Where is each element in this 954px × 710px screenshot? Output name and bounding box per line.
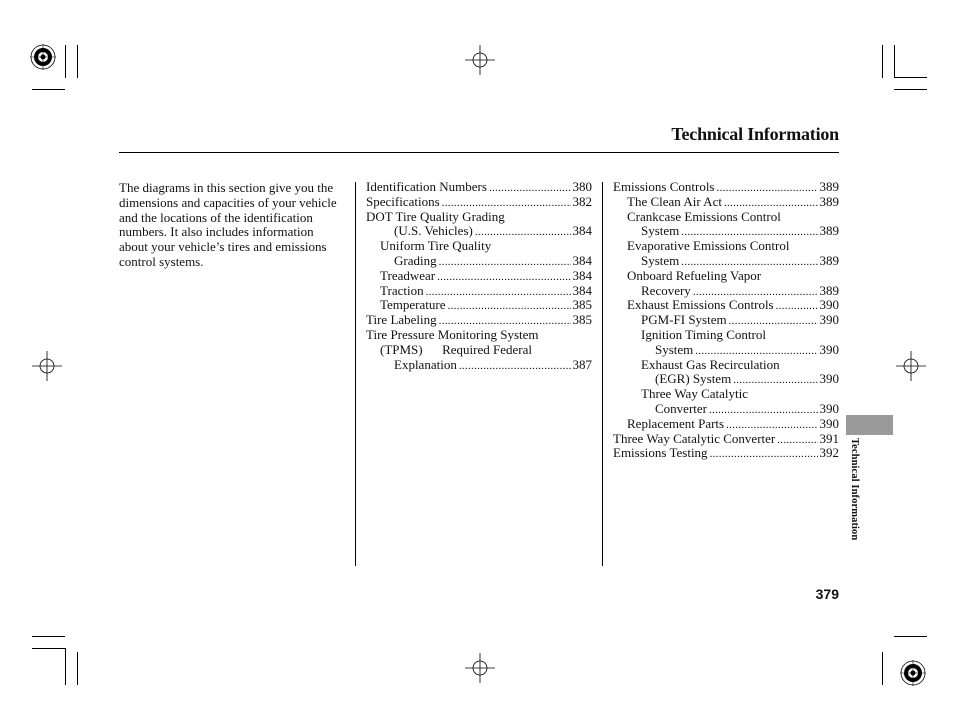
toc-entry[interactable]: [613, 195, 839, 210]
toc-dot-leader: [448, 298, 571, 314]
toc-entry-page: 387: [572, 356, 592, 372]
toc-entry[interactable]: [613, 432, 839, 447]
toc-entry[interactable]: Uniform Tire Quality: [380, 238, 492, 254]
toc-entry[interactable]: [613, 417, 839, 432]
toc-entry-page: 390: [819, 297, 839, 313]
toc-entry-page: 382: [572, 193, 592, 209]
toc-entry-page: 385: [572, 297, 592, 313]
toc-entry-title: Recovery: [641, 282, 691, 298]
toc-entry-page: 385: [572, 312, 592, 328]
registration-seal-icon: [900, 660, 926, 686]
toc-entry[interactable]: [366, 254, 592, 269]
toc-entry[interactable]: [613, 298, 839, 313]
toc-entry-page: 389: [819, 223, 839, 239]
toc-entry-page: 389: [819, 179, 839, 194]
section-tab-label: Technical Information: [849, 438, 860, 541]
toc-entry-title: Grading: [394, 252, 437, 268]
toc-entry-title: (U.S. Vehicles): [394, 223, 473, 239]
toc-entry-page: 392: [819, 445, 839, 461]
toc-entry-page: 384: [572, 223, 592, 239]
registration-seal-icon: [30, 44, 56, 70]
toc-entry-title: Tire Labeling: [366, 312, 437, 328]
toc-entry[interactable]: [366, 298, 592, 313]
toc-entry[interactable]: [613, 254, 839, 269]
registration-crosshair-icon: [465, 45, 495, 75]
toc-dot-leader: [777, 432, 817, 448]
toc-entry[interactable]: [366, 269, 592, 284]
column-divider: [355, 182, 356, 566]
toc-dot-leader: [709, 402, 818, 418]
toc-entry-title: Three Way Catalytic Converter: [613, 430, 776, 446]
toc-entry[interactable]: [366, 358, 592, 373]
toc-entry[interactable]: [366, 195, 592, 210]
toc-entry-title: Treadwear: [380, 267, 436, 283]
toc-entry-page: 384: [572, 282, 592, 298]
toc-entry-title: (EGR) System: [655, 371, 732, 387]
column-divider: [602, 182, 603, 566]
toc-entry-title: Converter: [655, 400, 707, 416]
toc-entry[interactable]: Tire Pressure Monitoring System: [366, 326, 539, 342]
toc-entry-title: Specifications: [366, 193, 440, 209]
toc-entry[interactable]: Crankcase Emissions Control: [627, 208, 781, 224]
toc-entry-title: Identification Numbers: [366, 179, 487, 194]
toc-entry-title: System: [641, 223, 680, 239]
toc-entry-page: 390: [819, 312, 839, 328]
toc-entry-page: 389: [819, 193, 839, 209]
toc-entry[interactable]: [613, 446, 839, 461]
toc-entry[interactable]: DOT Tire Quality Grading: [366, 208, 505, 224]
toc-entry[interactable]: [366, 313, 592, 328]
toc-entry-page: 390: [819, 341, 839, 357]
toc-entry-title: Explanation: [394, 356, 457, 372]
toc-entry-title: Temperature: [380, 297, 446, 313]
toc-entry-title: System: [641, 252, 680, 268]
toc-entry-page: 380: [572, 179, 592, 194]
toc-entry-page: 389: [819, 282, 839, 298]
toc-entry[interactable]: [613, 284, 839, 299]
page-number: 379: [815, 586, 839, 602]
toc-dot-leader: [717, 180, 818, 196]
toc-entry[interactable]: (TPMS) Required Federal: [380, 341, 533, 357]
toc-entry-page: 384: [572, 252, 592, 268]
toc-entry-page: 389: [819, 252, 839, 268]
toc-entry[interactable]: [613, 180, 839, 195]
toc-entry[interactable]: Onboard Refueling Vapor: [627, 267, 762, 283]
toc-entry-title: The Clean Air Act: [627, 193, 722, 209]
page-title: Technical Information: [671, 124, 839, 144]
toc-entry[interactable]: Three Way Catalytic: [641, 386, 749, 402]
toc-entry-title: PGM-FI System: [641, 312, 727, 328]
toc-entry[interactable]: [366, 284, 592, 299]
toc-entry[interactable]: [613, 224, 839, 239]
toc-entry-title: Emissions Testing: [613, 445, 708, 461]
toc-dot-leader: [710, 446, 818, 462]
toc-entry-title: Exhaust Emissions Controls: [627, 297, 774, 313]
toc-column-left: [366, 180, 592, 372]
toc-dot-leader: [426, 284, 571, 300]
toc-entry[interactable]: [613, 343, 839, 358]
registration-crosshair-icon: [465, 653, 495, 683]
registration-crosshair-icon: [32, 351, 62, 381]
toc-entry-title: Emissions Controls: [613, 179, 715, 194]
toc-entry-page: 391: [819, 430, 839, 446]
toc-entry-page: 390: [819, 371, 839, 387]
registration-crosshair-icon: [896, 351, 926, 381]
toc-entry-page: 390: [819, 400, 839, 416]
toc-entry-title: System: [655, 341, 694, 357]
toc-entry-page: 390: [819, 415, 839, 431]
toc-dot-leader: [459, 358, 571, 374]
toc-entry[interactable]: [613, 402, 839, 417]
toc-entry[interactable]: [366, 224, 592, 239]
toc-entry[interactable]: [613, 372, 839, 387]
toc-entry[interactable]: Ignition Timing Control: [641, 326, 766, 342]
toc-entry-title: Traction: [380, 282, 424, 298]
toc-entry[interactable]: Evaporative Emissions Control: [627, 238, 790, 254]
toc-dot-leader: [776, 298, 818, 314]
toc-entry-page: 384: [572, 267, 592, 283]
toc-entry-title: Replacement Parts: [627, 415, 725, 431]
section-tab: [846, 415, 893, 435]
toc-column-right: [613, 180, 839, 461]
intro-paragraph: The diagrams in this section give you the dimensions and capacities of your vehicle and the locations of the identification numbers. It also includes information about your vehicle’s tires and emissions control systems.: [119, 180, 337, 269]
toc-entry[interactable]: [366, 180, 592, 195]
toc-entry[interactable]: [613, 313, 839, 328]
toc-entry[interactable]: Exhaust Gas Recirculation: [641, 356, 780, 372]
toc-dot-leader: [489, 180, 571, 196]
toc-dot-leader: [439, 254, 571, 270]
toc-dot-leader: [437, 269, 570, 285]
header-rule: [119, 152, 839, 153]
